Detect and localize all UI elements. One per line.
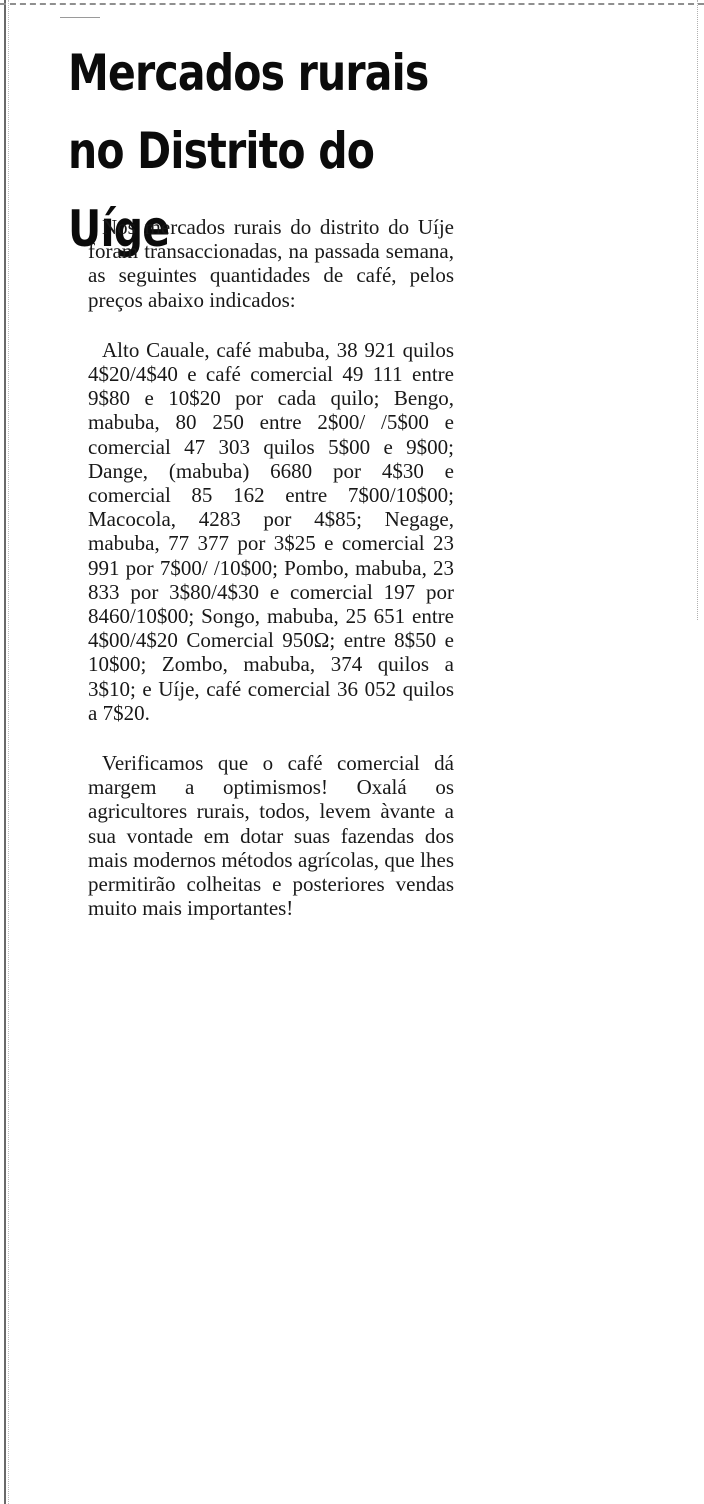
scan-border-top	[0, 3, 704, 5]
scan-mark-top	[60, 17, 100, 18]
scan-border-right	[697, 0, 698, 620]
article-body	[88, 215, 454, 946]
paragraph-conclusion: Verificamos que o café comercial dá margem a optimismos! Oxalá os agricultores rurais, todos, levem àvante a sua vontade em dotar suas fazendas dos mais modernos métodos agrícolas, que lhes permitirão colheitas e posteriores vendas muito mais importantes!	[88, 751, 454, 921]
headline-line-1: Mercados rurais	[68, 44, 429, 102]
scan-border-left-inner	[8, 0, 9, 1504]
scan-border-left	[4, 0, 6, 1504]
paragraph-prices: Alto Cauale, café mabuba, 38 921 quilos 4$20/4$40 e café comercial 49 111 entre 9$80 e 10$20 por cada quilo; Bengo, mabuba, 80 250 entre 2$00/ /5$00 e comercial 47 303 quilos 5$00 e 9$00; Dange, (mabuba) 6680 por 4$30 e comercial 85 162 entre 7$00/10$00; Macocola, 4283 por 4$85; Negage, mabuba, 77 377 por 3$25 e comercial 23 991 por 7$00/ /10$00; Pombo, mabuba, 23 833 por 3$80/4$30 e comercial 197 por 8460/10$00; Songo, mabuba, 25 651 entre 4$00/4$20 Comercial 950Ω; entre 8$50 e 10$00; Zombo, mabuba, 374 quilos a 3$10; e Uíje, café comercial 36 052 quilos a 7$20.	[88, 337, 454, 725]
paragraph-intro: Nos mercados rurais do distrito do Uíje foram transaccionadas, na passada semana, as seguintes quantidades de café, pelos preços abaixo indicados:	[88, 215, 454, 312]
headline-line-2: no Distrito do Uíge	[68, 122, 375, 258]
